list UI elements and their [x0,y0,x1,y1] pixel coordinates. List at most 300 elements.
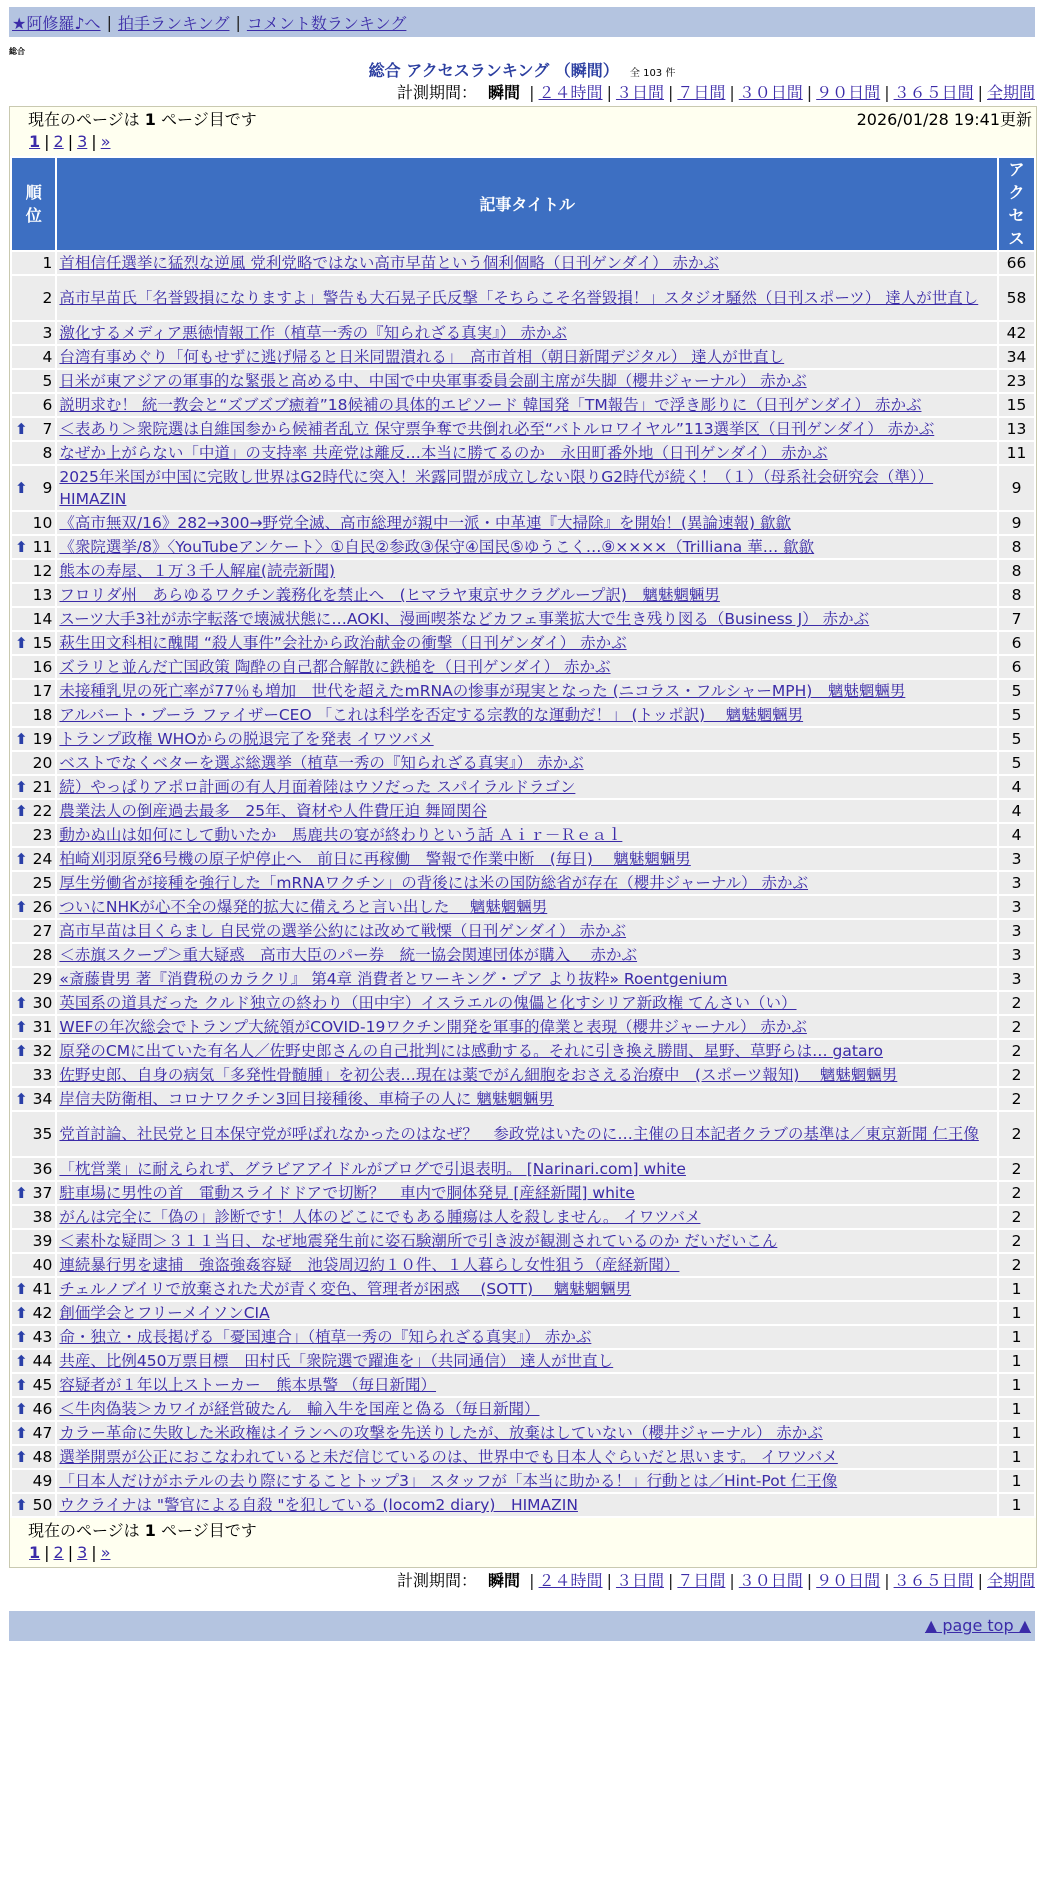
rank-number: 10 [32,514,53,532]
title-cell [57,1230,997,1252]
access-count: 3 [999,848,1034,870]
rank-cell [12,872,55,894]
article-link[interactable]: 日米が東アジアの軍事的な緊張と高める中、中国で中央軍事委員会副主席が失脚（櫻井ジャーナル） 赤かぶ [59,372,807,390]
rank-cell [12,276,55,320]
rank-cell [12,1064,55,1086]
rank-number: 39 [32,1232,53,1250]
rank-number: 37 [32,1184,53,1202]
article-link[interactable]: ベストでなくベターを選ぶ総選挙（植草一秀の『知られざる真実』） 赤かぶ [59,754,584,772]
ranking-table [10,156,1036,1518]
rank-up-arrow-icon: ⬆ [15,1424,28,1442]
article-link[interactable]: ＜表あり＞衆院選は自維国参から候補者乱立 保守票争奪で共倒れ必至“バトルロワイヤル”113選挙区（日刊ゲンダイ） 赤かぶ [59,420,935,438]
table-row [12,704,1034,726]
period-separator: | [977,83,983,102]
next-page-link[interactable]: » [100,1543,111,1562]
rank-number: 26 [32,898,53,916]
period-link[interactable]: 全期間 [986,1571,1035,1590]
rank-cell [12,1422,55,1444]
article-link[interactable]: WEFの年次総会でトランプ大統領がCOVID-19ワクチン開発を軍事的偉業と表現（櫻井ジャーナル） 赤かぶ [59,1018,807,1036]
period-separator: | [667,1571,674,1590]
rank-number: 21 [32,778,53,796]
rank-cell [12,608,55,630]
access-count: 3 [999,872,1034,894]
rank-cell [12,1494,55,1516]
table-row [12,322,1034,344]
article-link[interactable]: 党首討論、社民党と日本保守党が呼ばれなかったのはなぜ？ 参政党はいたのに…主催の日本記者クラブの基準は／東京新聞 仁王像 [59,1125,979,1143]
page-title: 総合 アクセスランキング （瞬間） [368,61,619,80]
article-link[interactable]: 続）やっぱりアポロ計画の有人月面着陸はウソだった スパイラルドラゴン [59,778,576,796]
period-separator: | [529,1571,535,1590]
table-row [12,1088,1034,1110]
title-cell [57,1302,997,1324]
rank-number: 20 [32,754,53,772]
nav-separator: | [106,12,112,32]
rank-up-arrow-icon: ⬆ [15,1018,28,1036]
title-cell [57,1254,997,1276]
table-row [12,848,1034,870]
pager-status-row [28,1520,1036,1542]
article-link[interactable]: アルバート・ブーラ ファイザーCEO 「これは科学を否定する宗教的な運動だ！」 (トッポ訳) 魑魅魍魎男 [59,706,804,724]
title-cell [57,944,997,966]
comment-ranking-link[interactable]: コメント数ランキング [246,13,407,33]
rank-number: 30 [32,994,53,1012]
article-link[interactable]: 厚生労働省が接種を強行した「mRNAワクチン」の背後には米の国防総省が存在（櫻井ジャーナル） 赤かぶ [59,874,809,892]
title-cell [57,1494,997,1516]
article-link[interactable]: 原発のCMに出ていた有名人／佐野史郎さんの自己批判には感動する。それに引き換え勝間、星野、草野らは… gataro [59,1042,883,1060]
table-row [12,1182,1034,1204]
total-count: 全 103 件 [629,68,676,79]
table-row [12,776,1034,798]
rank-number: 42 [32,1304,53,1322]
rank-number: 17 [32,682,53,700]
title-cell [57,776,997,798]
article-link[interactable]: 動かぬ山は如何にして動いたか 馬鹿共の宴が終わりという話 Ａｉｒ－Ｒｅａｌ [59,826,623,844]
rank-number: 41 [32,1280,53,1298]
rank-cell [12,1182,55,1204]
article-link[interactable]: トランプ政権 WHOからの脱退完了を発表 イワツバメ [59,730,434,748]
period-link[interactable]: ３６５日間 [893,1571,974,1590]
table-row [12,1422,1034,1444]
rank-cell [12,944,55,966]
page-link[interactable]: 3 [77,1543,88,1562]
period-link[interactable]: ３日間 [615,83,664,102]
home-link[interactable]: ★阿修羅♪へ [12,13,101,33]
page-status [28,1520,257,1542]
title-cell [57,394,997,416]
title-cell [57,1374,997,1396]
access-count: 58 [999,276,1034,320]
rank-number: 29 [32,970,53,988]
article-link[interactable]: 柏崎刈羽原発6号機の原子炉停止へ 前日に再稼働 警報で作業中断 (毎日) 魑魅魍魎男 [59,850,691,868]
table-row [12,1016,1034,1038]
title-cell [57,252,997,274]
rank-number: 31 [32,1018,53,1036]
table-row [12,1278,1034,1300]
page-separator: | [91,132,97,151]
rank-up-arrow-icon: ⬆ [15,1184,28,1202]
title-cell [57,1446,997,1468]
period-link[interactable]: ７日間 [677,1571,726,1590]
article-link[interactable]: 容疑者が１年以上ストーカー 熊本県警 （毎日新聞） [59,1376,437,1394]
article-link[interactable]: 「枕営業」に耐えられず、グラビアアイドルがブログで引退表明。 [Narinari.com] white [59,1160,686,1178]
period-link[interactable]: ３０日間 [738,83,803,102]
title-cell [57,848,997,870]
article-link[interactable]: 萩生田文科相に醜聞 “殺人事件”会社から政治献金の衝撃（日刊ゲンダイ） 赤かぶ [59,634,627,652]
article-link[interactable]: 創価学会とフリーメイソンCIA [59,1304,270,1322]
article-link[interactable]: ＜赤旗スクープ＞重大疑惑 高市大臣のパー券 統一協会関連団体が購入 赤かぶ [59,946,638,964]
article-link[interactable]: 選挙開票が公正におこなわれていると未だ信じているのは、世界中でも日本人ぐらいだと思います。 イワツバメ [59,1448,838,1466]
title-cell [57,1470,997,1492]
rank-cell [12,1254,55,1276]
title-cell [57,992,997,1014]
title-cell [57,1206,997,1228]
rank-number: 7 [42,420,53,438]
rank-number: 27 [32,922,53,940]
period-link[interactable]: ２４時間 [538,83,603,102]
table-row [12,466,1034,510]
period-label: 計測期間： [396,83,477,102]
article-link[interactable]: 駐車場に男性の首 電動スライドドアで切断？ 車内で胴体発見 [産経新聞] white [59,1184,635,1202]
rank-cell [12,1230,55,1252]
table-row [12,1112,1034,1156]
title-cell [57,824,997,846]
access-count: 1 [999,1422,1034,1444]
period-current: 瞬間 [488,1571,521,1590]
period-link[interactable]: ３６５日間 [893,83,974,102]
title-cell [57,1040,997,1062]
access-count: 8 [999,560,1034,582]
article-link[interactable]: 説明求む！ 統一教会と“ズブズブ癒着”18候補の具体的エピソード 韓国発「TM報告」で浮き彫りに（日刊ゲンダイ） 赤かぶ [59,396,922,414]
page-link[interactable]: 3 [77,132,88,151]
period-link[interactable]: ３日間 [615,1571,664,1590]
table-row [12,680,1034,702]
rank-cell [12,1398,55,1420]
article-link[interactable]: 岸信夫防衛相、コロナワクチン3回目接種後、車椅子の人に 魑魅魍魎男 [59,1090,554,1108]
article-link[interactable]: がんは完全に「偽の」診断です！人体のどこにでもある腫瘍は人を殺しません。 イワツバメ [59,1208,701,1226]
access-count: 11 [999,442,1034,464]
rank-cell [12,1470,55,1492]
access-count: 13 [999,418,1034,440]
title-cell [57,1398,997,1420]
table-row [12,1374,1034,1396]
page-link[interactable]: 2 [53,132,64,151]
access-count: 3 [999,944,1034,966]
table-row [12,442,1034,464]
rank-number: 49 [32,1472,53,1490]
access-count: 4 [999,776,1034,798]
access-count: 1 [999,1494,1034,1516]
article-link[interactable]: 激化するメディア悪徳情報工作（植草一秀の『知られざる真実』） 赤かぶ [59,324,567,342]
bottom-bar [9,1611,1035,1641]
ranking-rows [12,252,1034,1516]
article-link[interactable]: カラー革命に失敗した米政権はイランへの攻撃を先送りしたが、放棄はしていない（櫻井ジャーナル） 赤かぶ [59,1424,823,1442]
table-row [12,276,1034,320]
rank-up-arrow-icon: ⬆ [15,479,28,497]
period-links [525,83,1035,102]
period-separator: | [729,1571,735,1590]
table-row [12,584,1034,606]
title-cell [57,632,997,654]
table-row [12,1206,1034,1228]
article-link[interactable]: 《衆院選挙/8》〈YouTubeアンケート〉①自民②参政③保守④国民⑤ゆうこく…⑨××××（Trilliana 華… 歙歙 [59,538,815,556]
access-count: 9 [999,512,1034,534]
table-row [12,896,1034,918]
rank-up-arrow-icon: ⬆ [15,1400,28,1418]
access-count: 7 [999,608,1034,630]
rank-number: 36 [32,1160,53,1178]
table-row [12,1040,1034,1062]
title-cell [57,1278,997,1300]
access-count: 1 [999,1302,1034,1324]
article-link[interactable]: 台湾有事めぐり「何もせずに逃げ帰ると日米同盟潰れる」 高市首相（朝日新聞デジタル） 達人が世直し [59,348,785,366]
page-status-num: 1 [144,1521,156,1540]
article-link[interactable]: なぜか上がらない「中道」の支持率 共産党は離反…本当に勝てるのか 永田町番外地（日刊ゲンダイ） 赤かぶ [59,444,828,462]
rank-number: 23 [32,826,53,844]
rank-number: 18 [32,706,53,724]
rank-up-arrow-icon: ⬆ [15,898,28,916]
page-link-current[interactable]: 1 [29,132,41,151]
article-link[interactable]: チェルノブイリで放棄された犬が青く変色、管理者が困惑 (SOTT) 魑魅魍魎男 [59,1280,632,1298]
article-link[interactable]: 連続暴行男を逮捕 強盗強姦容疑 池袋周辺約１０件、１人暮らし女性狙う（産経新聞） [59,1256,680,1274]
title-cell [57,872,997,894]
table-row [12,1230,1034,1252]
rank-up-arrow-icon: ⬆ [15,778,28,796]
title-cell [57,346,997,368]
page-top-link[interactable]: ▲ page top ▲ [924,1616,1031,1635]
rank-number: 3 [42,324,53,342]
rank-up-arrow-icon: ⬆ [15,634,28,652]
access-count: 3 [999,920,1034,942]
period-link[interactable]: 全期間 [986,83,1035,102]
article-link[interactable]: 《高市無双/16》282→300→野党全滅、高市総理が親中一派・中革連『大掃除』を開始！(異論速報) 歙歙 [59,514,792,532]
period-current: 瞬間 [488,83,521,102]
article-link[interactable]: «斎藤貴男 著『消費税のカラクリ』 第4章 消費者とワーキング・プア より抜粋» Roentgenium [59,970,728,988]
rank-cell [12,322,55,344]
table-row [12,920,1034,942]
rank-number: 19 [32,730,53,748]
access-count: 2 [999,1088,1034,1110]
rank-number: 11 [32,538,53,556]
category-tag: 総合 [9,47,25,56]
rank-number: 22 [32,802,53,820]
period-link[interactable]: ９０日間 [816,1571,881,1590]
article-link[interactable]: 共産、比例450万票目標 田村氏「衆院選で躍進を」（共同通信） 達人が世直し [59,1352,614,1370]
rank-number: 1 [42,254,53,272]
page-separator: | [44,132,50,151]
article-link[interactable]: 英国系の道具だった クルド独立の終わり（田中宇）イスラエルの傀儡と化すシリア新政権 てんさい（い） [59,994,797,1012]
access-count: 1 [999,1470,1034,1492]
page-links [29,131,1036,153]
article-link[interactable]: 命・独立・成長掲げる「憂国連合」（植草一秀の『知られざる真実』） 赤かぶ [59,1328,592,1346]
table-row [12,536,1034,558]
rank-up-arrow-icon: ⬆ [15,1328,28,1346]
rank-cell [12,370,55,392]
period-link[interactable]: ３０日間 [738,1571,803,1590]
title-cell [57,656,997,678]
rank-cell [12,896,55,918]
access-count: 1 [999,1326,1034,1348]
access-count: 6 [999,656,1034,678]
page-separator: | [91,1543,97,1562]
title-cell [57,322,997,344]
access-count: 4 [999,800,1034,822]
pager-status-row [28,109,1036,131]
access-count: 2 [999,1230,1034,1252]
rank-cell [12,800,55,822]
article-link[interactable]: フロリダ州 あらゆるワクチン義務化を禁止へ (ヒマラヤ東京サクラグループ訳) 魑魅魍魎男 [59,586,720,604]
top-nav-bar [9,7,1035,37]
rank-cell [12,680,55,702]
rank-number: 33 [32,1066,53,1084]
rank-number: 35 [32,1125,53,1143]
rank-number: 16 [32,658,53,676]
access-count: 2 [999,992,1034,1014]
page-separator: | [44,1543,50,1562]
rank-cell [12,418,55,440]
pager-bottom [10,1518,1036,1567]
rank-up-arrow-icon: ⬆ [15,850,28,868]
rank-number: 46 [32,1400,53,1418]
access-count: 2 [999,1254,1034,1276]
article-link[interactable]: ついにNHKが心不全の爆発的拡大に備えろと言い出した 魑魅魍魎男 [59,898,548,916]
access-count: 1 [999,1278,1034,1300]
rank-up-arrow-icon: ⬆ [15,420,28,438]
table-row [12,1398,1034,1420]
page-status [28,109,257,131]
page-link-current[interactable]: 1 [29,1543,41,1562]
page-link[interactable]: 2 [53,1543,64,1562]
rank-cell [12,1350,55,1372]
period-link[interactable]: ７日間 [677,83,726,102]
table-row [12,1350,1034,1372]
title-cell [57,1182,997,1204]
header-rank: 順位 [12,158,55,250]
article-link[interactable]: ＜素朴な疑問＞３１１当日、なぜ地震発生前に姿石験潮所で引き波が観測されているのか だいだいこん [59,1232,778,1250]
access-count: 2 [999,1112,1034,1156]
table-row [12,370,1034,392]
page-status-num: 1 [144,110,156,129]
table-row [12,632,1034,654]
rank-number: 47 [32,1424,53,1442]
rank-cell [12,752,55,774]
rank-cell [12,1374,55,1396]
page-status-suffix: ページ目です [161,1521,257,1540]
rank-cell [12,252,55,274]
page-separator: | [67,1543,74,1562]
title-cell [57,752,997,774]
access-count: 2 [999,1158,1034,1180]
article-link[interactable]: 「日本人だけがホテルの去り際にすることトップ3」 スタッフが「本当に助かる！」行動とは／Hint-Pot 仁王像 [59,1472,838,1490]
table-row [12,872,1034,894]
period-separator: | [884,1571,890,1590]
table-row [12,800,1034,822]
rank-cell [12,394,55,416]
table-row [12,992,1034,1014]
rank-cell [12,346,55,368]
table-row [12,608,1034,630]
table-row [12,944,1034,966]
title-cell [57,512,997,534]
table-row [12,1064,1034,1086]
rank-cell [12,824,55,846]
table-row [12,656,1034,678]
title-cell [57,418,997,440]
rank-cell [12,1446,55,1468]
article-link[interactable]: 未接種乳児の死亡率が77％も増加 世代を超えたmRNAの惨事が現実となった (ニコラス・フルシャーMPH) 魑魅魍魎男 [59,682,906,700]
page-heading [0,58,1044,80]
article-link[interactable]: 高市早苗は目くらまし 自民党の選挙公約には改めて戦慄（日刊ゲンダイ） 赤かぶ [59,922,627,940]
article-link[interactable]: 首相信任選挙に猛烈な逆風 党利党略ではない高市早苗という個利個略（日刊ゲンダイ） 赤かぶ [59,254,720,272]
access-count: 2 [999,1040,1034,1062]
rank-number: 12 [32,562,53,580]
rank-cell [12,1040,55,1062]
article-link[interactable]: 2025年米国が中国に完敗し世界はG2時代に突入！米露同盟が成立しない限りG2時代が続く！（１）（母系社会研究会（準）） HIMAZIN [59,468,934,508]
article-link[interactable]: ズラリと並んだ亡国政策 陶酔の自己都合解散に鉄槌を（日刊ゲンダイ） 赤かぶ [59,658,611,676]
period-separator: | [529,83,535,102]
access-count: 34 [999,346,1034,368]
rank-number: 34 [32,1090,53,1108]
access-count: 3 [999,968,1034,990]
rank-number: 9 [42,479,53,497]
page-status-prefix: 現在のページは [28,1521,140,1540]
period-separator: | [667,83,674,102]
rank-up-arrow-icon: ⬆ [15,730,28,748]
rank-cell [12,1088,55,1110]
rank-number: 5 [42,372,53,390]
article-link[interactable]: 高市早苗氏「名誉毀損になりますよ」警告も大石晃子氏反撃「そちらこそ名誉毀損！」スタジオ騒然（日刊スポーツ） 達人が世直し [59,289,979,307]
article-link[interactable]: 熊本の寿屋、１万３千人解雇(読売新聞) [59,562,336,580]
title-cell [57,1064,997,1086]
period-separator: | [977,1571,983,1590]
page-links [29,1542,1036,1564]
rank-number: 24 [32,850,53,868]
rank-number: 2 [42,289,53,307]
title-cell [57,276,997,320]
period-separator: | [806,1571,813,1590]
period-link[interactable]: ９０日間 [816,83,881,102]
rank-cell [12,704,55,726]
clap-ranking-link[interactable]: 拍手ランキング [117,13,230,33]
period-link[interactable]: ２４時間 [538,1571,603,1590]
rank-number: 25 [32,874,53,892]
period-selector-bottom [0,1568,1035,1594]
rank-cell [12,968,55,990]
rank-cell [12,466,55,510]
article-link[interactable]: 農業法人の倒産過去最多 25年、資材や人件費圧迫 舞岡関谷 [59,802,488,820]
rank-up-arrow-icon: ⬆ [15,1376,28,1394]
article-link[interactable]: ＜牛肉偽装＞カワイが経営破たん 輸入牛を国産と偽る（毎日新聞） [59,1400,540,1418]
table-row [12,752,1034,774]
access-count: 5 [999,680,1034,702]
access-count: 2 [999,1016,1034,1038]
title-cell [57,968,997,990]
title-cell [57,1112,997,1156]
rank-up-arrow-icon: ⬆ [15,1042,28,1060]
access-count: 1 [999,1446,1034,1468]
article-link[interactable]: ウクライナは "警官による自殺 "を犯している (locom2 diary) HIMAZIN [59,1496,578,1514]
title-cell [57,1158,997,1180]
title-cell [57,1350,997,1372]
access-count: 6 [999,632,1034,654]
next-page-link[interactable]: » [100,132,111,151]
article-link[interactable]: 佐野史郎、自身の病気「多発性骨髄腫」を初公表…現在は薬でがん細胞をおさえる治療中 (スポーツ報知) 魑魅魍魎男 [59,1066,898,1084]
period-separator: | [806,83,813,102]
access-count: 3 [999,896,1034,918]
access-count: 2 [999,1206,1034,1228]
title-cell [57,680,997,702]
article-link[interactable]: スーツ大手3社が赤字転落で壊滅状態に…AOKI、漫画喫茶などカフェ事業拡大で生き残り図る（Business J） 赤かぶ [59,610,870,628]
page-status-prefix: 現在のページは [28,110,140,129]
